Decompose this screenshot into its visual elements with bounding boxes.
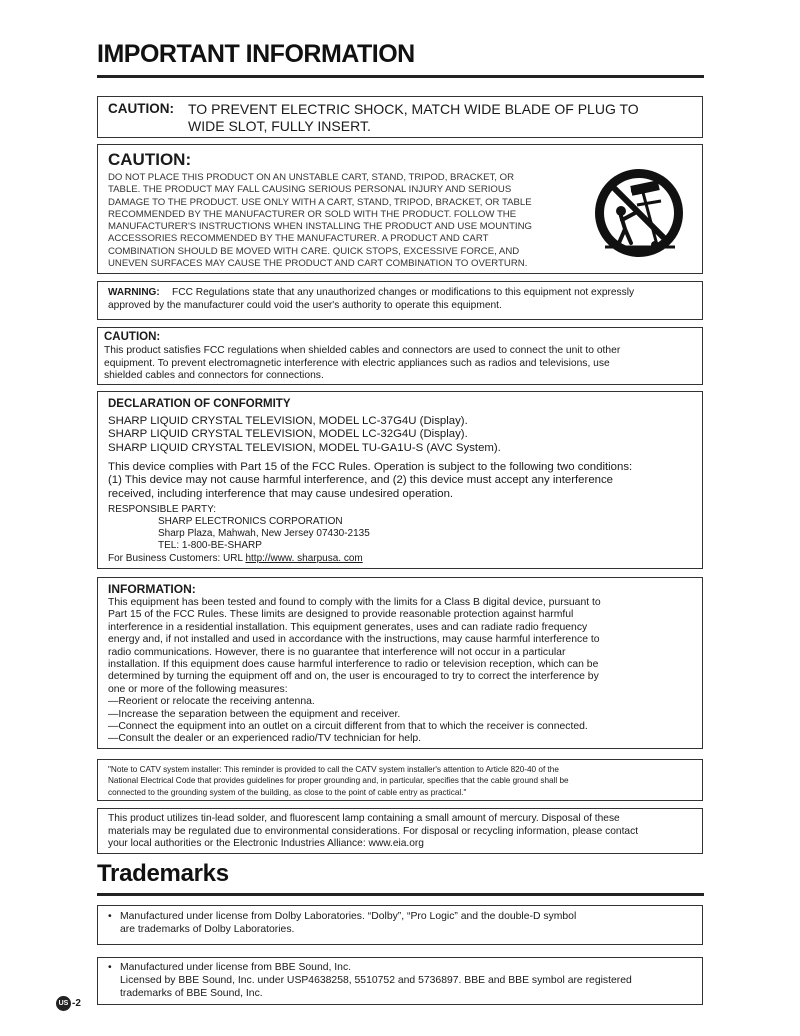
catv-note-text [108, 764, 569, 798]
declaration-compliance [108, 461, 632, 501]
declaration-box [97, 391, 703, 569]
mercury-notice-line: materials may be regulated due to environmental considerations. For disposal or recycling information, please contact [108, 825, 639, 837]
warning-line2: approved by the manufacturer could void the user's authority to operate this equipment. [108, 300, 502, 311]
trademarks-heading: Trademarks [97, 860, 229, 887]
information-line: one or more of the following measures: [108, 683, 288, 695]
cart-caution-line: ACCESSORIES RECOMMENDED BY THE MANUFACTURER. A PRODUCT AND CART [108, 233, 489, 245]
page-title: IMPORTANT INFORMATION [97, 40, 415, 68]
business-url-line [108, 553, 363, 564]
information-line: interference in a residential installation. This equipment generates, uses and can radiate radio frequency [108, 621, 588, 633]
fcc-caution-line: equipment. To prevent electromagnetic interference with electric appliances such as radios and televisions, use [104, 357, 610, 369]
bbe-box [97, 957, 703, 1005]
plug-caution-box [97, 96, 703, 138]
cart-caution-line: RECOMMENDED BY THE MANUFACTURER OR SOLD WITH THE PRODUCT. FOLLOW THE [108, 208, 517, 220]
warning-line1: FCC Regulations state that any unauthorized changes or modifications to this equipment not expressly [172, 287, 635, 298]
party-line: TEL: 1-800-BE-SHARP [158, 540, 262, 552]
information-line: determined by turning the equipment off and on, the user is encouraged to try to correct the interference by [108, 671, 599, 683]
dolby-bullet: • [108, 911, 112, 922]
catv-note-box [97, 759, 703, 801]
information-line: energy and, if not installed and used in accordance with the instructions, may cause harmful interference to [108, 634, 600, 646]
cart-caution-box [97, 144, 703, 274]
cart-caution-line: DAMAGE TO THE PRODUCT. USE ONLY WITH A CART, STAND, TRIPOD, BRACKET, OR TABLE [108, 196, 532, 208]
party-line: Sharp Plaza, Mahwah, New Jersey 07430-2135 [158, 528, 370, 540]
warning-label: WARNING: [108, 287, 160, 298]
declaration-models [108, 415, 501, 455]
responsible-party-address [158, 516, 370, 553]
fcc-caution-line: This product satisfies FCC regulations when shielded cables and connectors are used to connect the unit to other [104, 345, 621, 356]
cart-caution-line: UNEVEN SURFACES MAY CAUSE THE PRODUCT AND CART COMBINATION TO OVERTURN. [108, 258, 528, 270]
cart-tipover-warning-icon [591, 165, 687, 261]
bbe-line3: trademarks of BBE Sound, Inc. [120, 988, 263, 999]
page-number [56, 996, 81, 1011]
plug-caution-label: CAUTION: [108, 101, 174, 116]
cart-caution-line: MANUFACTURER'S INSTRUCTIONS WHEN INSTALLING THE PRODUCT AND USE MOUNTING [108, 221, 532, 233]
information-measure: —Increase the separation between the equipment and receiver. [108, 708, 401, 720]
declaration-label: DECLARATION OF CONFORMITY [108, 398, 291, 410]
mercury-notice-line: your local authorities or the Electronic Industries Alliance: www.eia.org [108, 838, 424, 850]
information-measure: —Connect the equipment into an outlet on a circuit different from that to which the receiver is connected. [108, 721, 588, 733]
model-line: SHARP LIQUID CRYSTAL TELEVISION, MODEL TU-GA1U-S (AVC System). [108, 441, 501, 454]
us-badge-icon: US [56, 996, 71, 1011]
responsible-party-label: RESPONSIBLE PARTY: [108, 504, 217, 515]
information-line: Part 15 of the FCC Rules. These limits are designed to provide reasonable protection against harmful [108, 609, 574, 621]
fcc-caution-box [97, 327, 703, 385]
information-line: installation. If this equipment does cause harmful interference to radio or television reception, which can be [108, 659, 599, 671]
cart-caution-line: TABLE. THE PRODUCT MAY FALL CAUSING SERIOUS PERSONAL INJURY AND SERIOUS [108, 184, 512, 196]
information-text [108, 597, 601, 746]
information-measure: —Reorient or relocate the receiving antenna. [108, 696, 315, 708]
cart-caution-label: CAUTION: [108, 150, 192, 169]
mercury-notice-line: This product utilizes tin-lead solder, and fluorescent lamp containing a small amount of mercury. Disposal of these [108, 813, 620, 824]
fcc-caution-text [104, 345, 620, 383]
information-line: This equipment has been tested and found to comply with the limits for a Class B digital device, pursuant to [108, 597, 601, 608]
model-line: SHARP LIQUID CRYSTAL TELEVISION, MODEL LC-37G4U (Display). [108, 415, 468, 427]
compliance-line: This device complies with Part 15 of the FCC Rules. Operation is subject to the following two conditions: [108, 461, 633, 473]
information-measure: —Consult the dealer or an experienced radio/TV technician for help. [108, 733, 422, 745]
model-line: SHARP LIQUID CRYSTAL TELEVISION, MODEL LC-32G4U (Display). [108, 428, 468, 441]
mercury-notice-box [97, 808, 703, 854]
party-line: SHARP ELECTRONICS CORPORATION [158, 516, 343, 527]
cart-caution-line: DO NOT PLACE THIS PRODUCT ON AN UNSTABLE CART, STAND, TRIPOD, BRACKET, OR [108, 172, 515, 183]
business-url-link[interactable]: http://www. sharpusa. com [245, 553, 363, 564]
catv-note-line: connected to the grounding system of the building, as close to the point of cable entry as practical." [108, 787, 467, 797]
fcc-caution-line: shielded cables and connectors for connections. [104, 370, 324, 381]
compliance-line: (1) This device may not cause harmful interference, and (2) this device must accept any interference [108, 474, 614, 487]
dolby-line2: are trademarks of Dolby Laboratories. [120, 924, 295, 935]
catv-note-line: "Note to CATV system installer: This reminder is provided to call the CATV system installer's attention to Article 820-40 of the [108, 765, 559, 774]
cart-caution-text [108, 172, 578, 270]
warning-box [97, 281, 703, 320]
information-line: radio communications. However, there is no guarantee that interference will not occur in a particular [108, 646, 566, 658]
business-url-prefix: For Business Customers: URL [108, 553, 246, 564]
fcc-caution-label: CAUTION: [104, 331, 161, 343]
page-number-text: -2 [72, 998, 81, 1009]
catv-note-line: National Electrical Code that provides guidelines for proper grounding and, in particular, specifies that the cable ground shall be [108, 776, 569, 786]
trademarks-rule [97, 893, 704, 896]
information-label: INFORMATION: [108, 582, 196, 596]
plug-caution-line1: TO PREVENT ELECTRIC SHOCK, MATCH WIDE BLADE OF PLUG TO [188, 101, 639, 117]
plug-caution-line2: WIDE SLOT, FULLY INSERT. [188, 118, 371, 134]
mercury-notice-text [108, 813, 638, 851]
cart-caution-line: COMBINATION SHOULD BE MOVED WITH CARE. QUICK STOPS, EXCESSIVE FORCE, AND [108, 245, 520, 257]
information-box [97, 577, 703, 749]
dolby-box [97, 905, 703, 945]
bbe-line2: Licensed by BBE Sound, Inc. under USP4638258, 5510752 and 5736897. BBE and BBE symbol are registered [120, 975, 632, 986]
dolby-line1: Manufactured under license from Dolby Laboratories. “Dolby”, “Pro Logic” and the double-D symbol [120, 911, 577, 922]
compliance-line: received, including interference that may cause undesired operation. [108, 487, 454, 500]
bbe-bullet: • [108, 962, 112, 973]
bbe-line1: Manufactured under license from BBE Sound, Inc. [120, 962, 352, 973]
title-rule [97, 75, 704, 78]
